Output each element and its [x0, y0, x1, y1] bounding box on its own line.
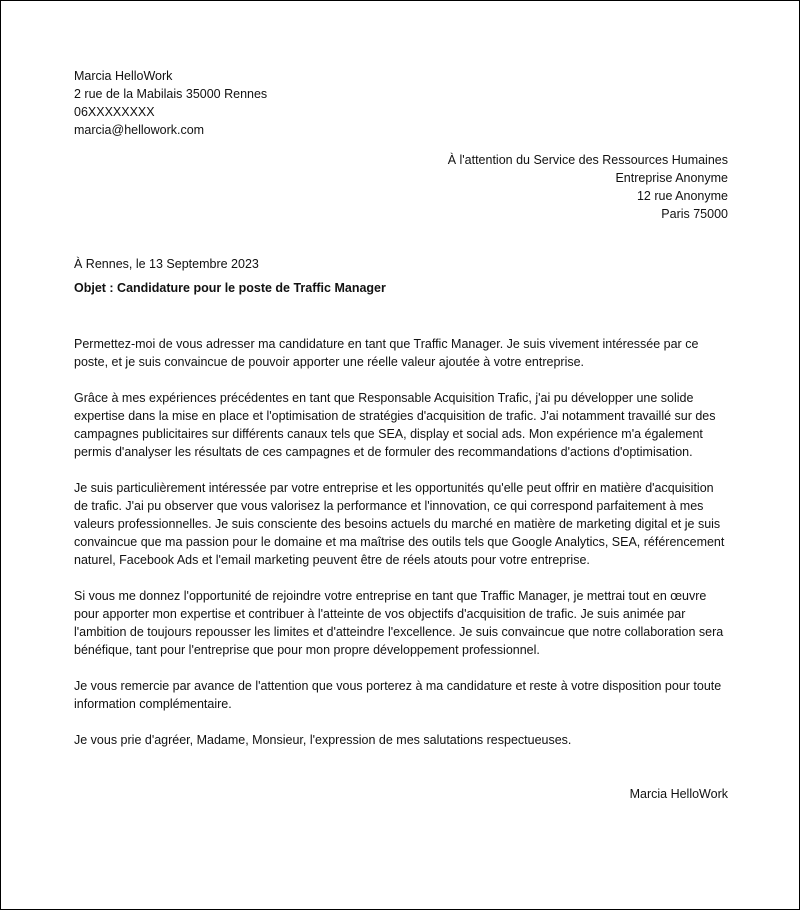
recipient-block [74, 151, 728, 223]
recipient-city: Paris 75000 [661, 207, 728, 221]
subject-line: Objet : Candidature pour le poste de Traffic Manager [74, 281, 386, 295]
letter-content [74, 67, 728, 803]
sender-block [74, 67, 728, 139]
paragraph-thanks: Je vous remercie par avance de l'attention que vous porterez à ma candidature et reste à votre disposition pour toute information complémentaire. [74, 679, 722, 711]
signature: Marcia HelloWork [629, 787, 728, 801]
letter-body [74, 335, 728, 749]
paragraph-contribution: Si vous me donnez l'opportunité de rejoindre votre entreprise en tant que Traffic Manager, je mettrai tout en œuvre pour apporter mon expertise et contribuer à l'atteinte de vos objectifs d'acquisition de trafic. Je suis animée par l'ambition de toujours repousser les limites et d'atteindre l'excellence. Je suis convaincue que notre collaboration sera bénéfique, tant pour l'entreprise que pour mon propre développement professionnel. [74, 589, 724, 657]
recipient-company: Entreprise Anonyme [615, 171, 728, 185]
paragraph-motivation: Je suis particulièrement intéressée par votre entreprise et les opportunités qu'elle peut offrir en matière d'acquisition de trafic. J'ai pu observer que vous valorisez la performance et l'innovation, ce qui correspond parfaitement à mes valeurs professionnelles. Je suis consciente des besoins actuels du marché en matière de marketing digital et je suis convaincue que ma passion pour le domaine et ma maîtrise des outils tels que Google Analytics, SEA, référencement naturel, Facebook Ads et l'email marketing peuvent être de réels atouts pour votre entreprise. [74, 481, 725, 567]
paragraph-experience: Grâce à mes expériences précédentes en tant que Responsable Acquisition Trafic, j'ai pu développer une solide expertise dans la mise en place et l'optimisation de stratégies d'acquisition de trafic. J'ai notamment travaillé sur des campagnes publicitaires sur différents canaux tels que SEA, display et social ads. Mon expérience m'a également permis d'analyser les résultats de ces campagnes et de formuler des recommandations d'actions d'optimisation. [74, 391, 716, 459]
paragraph-intro: Permettez-moi de vous adresser ma candidature en tant que Traffic Manager. Je suis vivement intéressée par ce poste, et je suis convaincue de pouvoir apporter une réelle valeur ajoutée à votre entreprise. [74, 337, 699, 369]
sender-address: 2 rue de la Mabilais 35000 Rennes [74, 87, 268, 101]
sender-phone: 06XXXXXXXX [74, 105, 155, 119]
recipient-attention: À l'attention du Service des Ressources Humaines [447, 153, 728, 167]
sender-email: marcia@hellowork.com [74, 123, 205, 137]
recipient-street: 12 rue Anonyme [636, 189, 728, 203]
paragraph-closing: Je vous prie d'agréer, Madame, Monsieur, l'expression de mes salutations respectueuses. [74, 733, 572, 747]
sender-name: Marcia HelloWork [74, 69, 173, 83]
date-line: À Rennes, le 13 Septembre 2023 [74, 257, 259, 271]
